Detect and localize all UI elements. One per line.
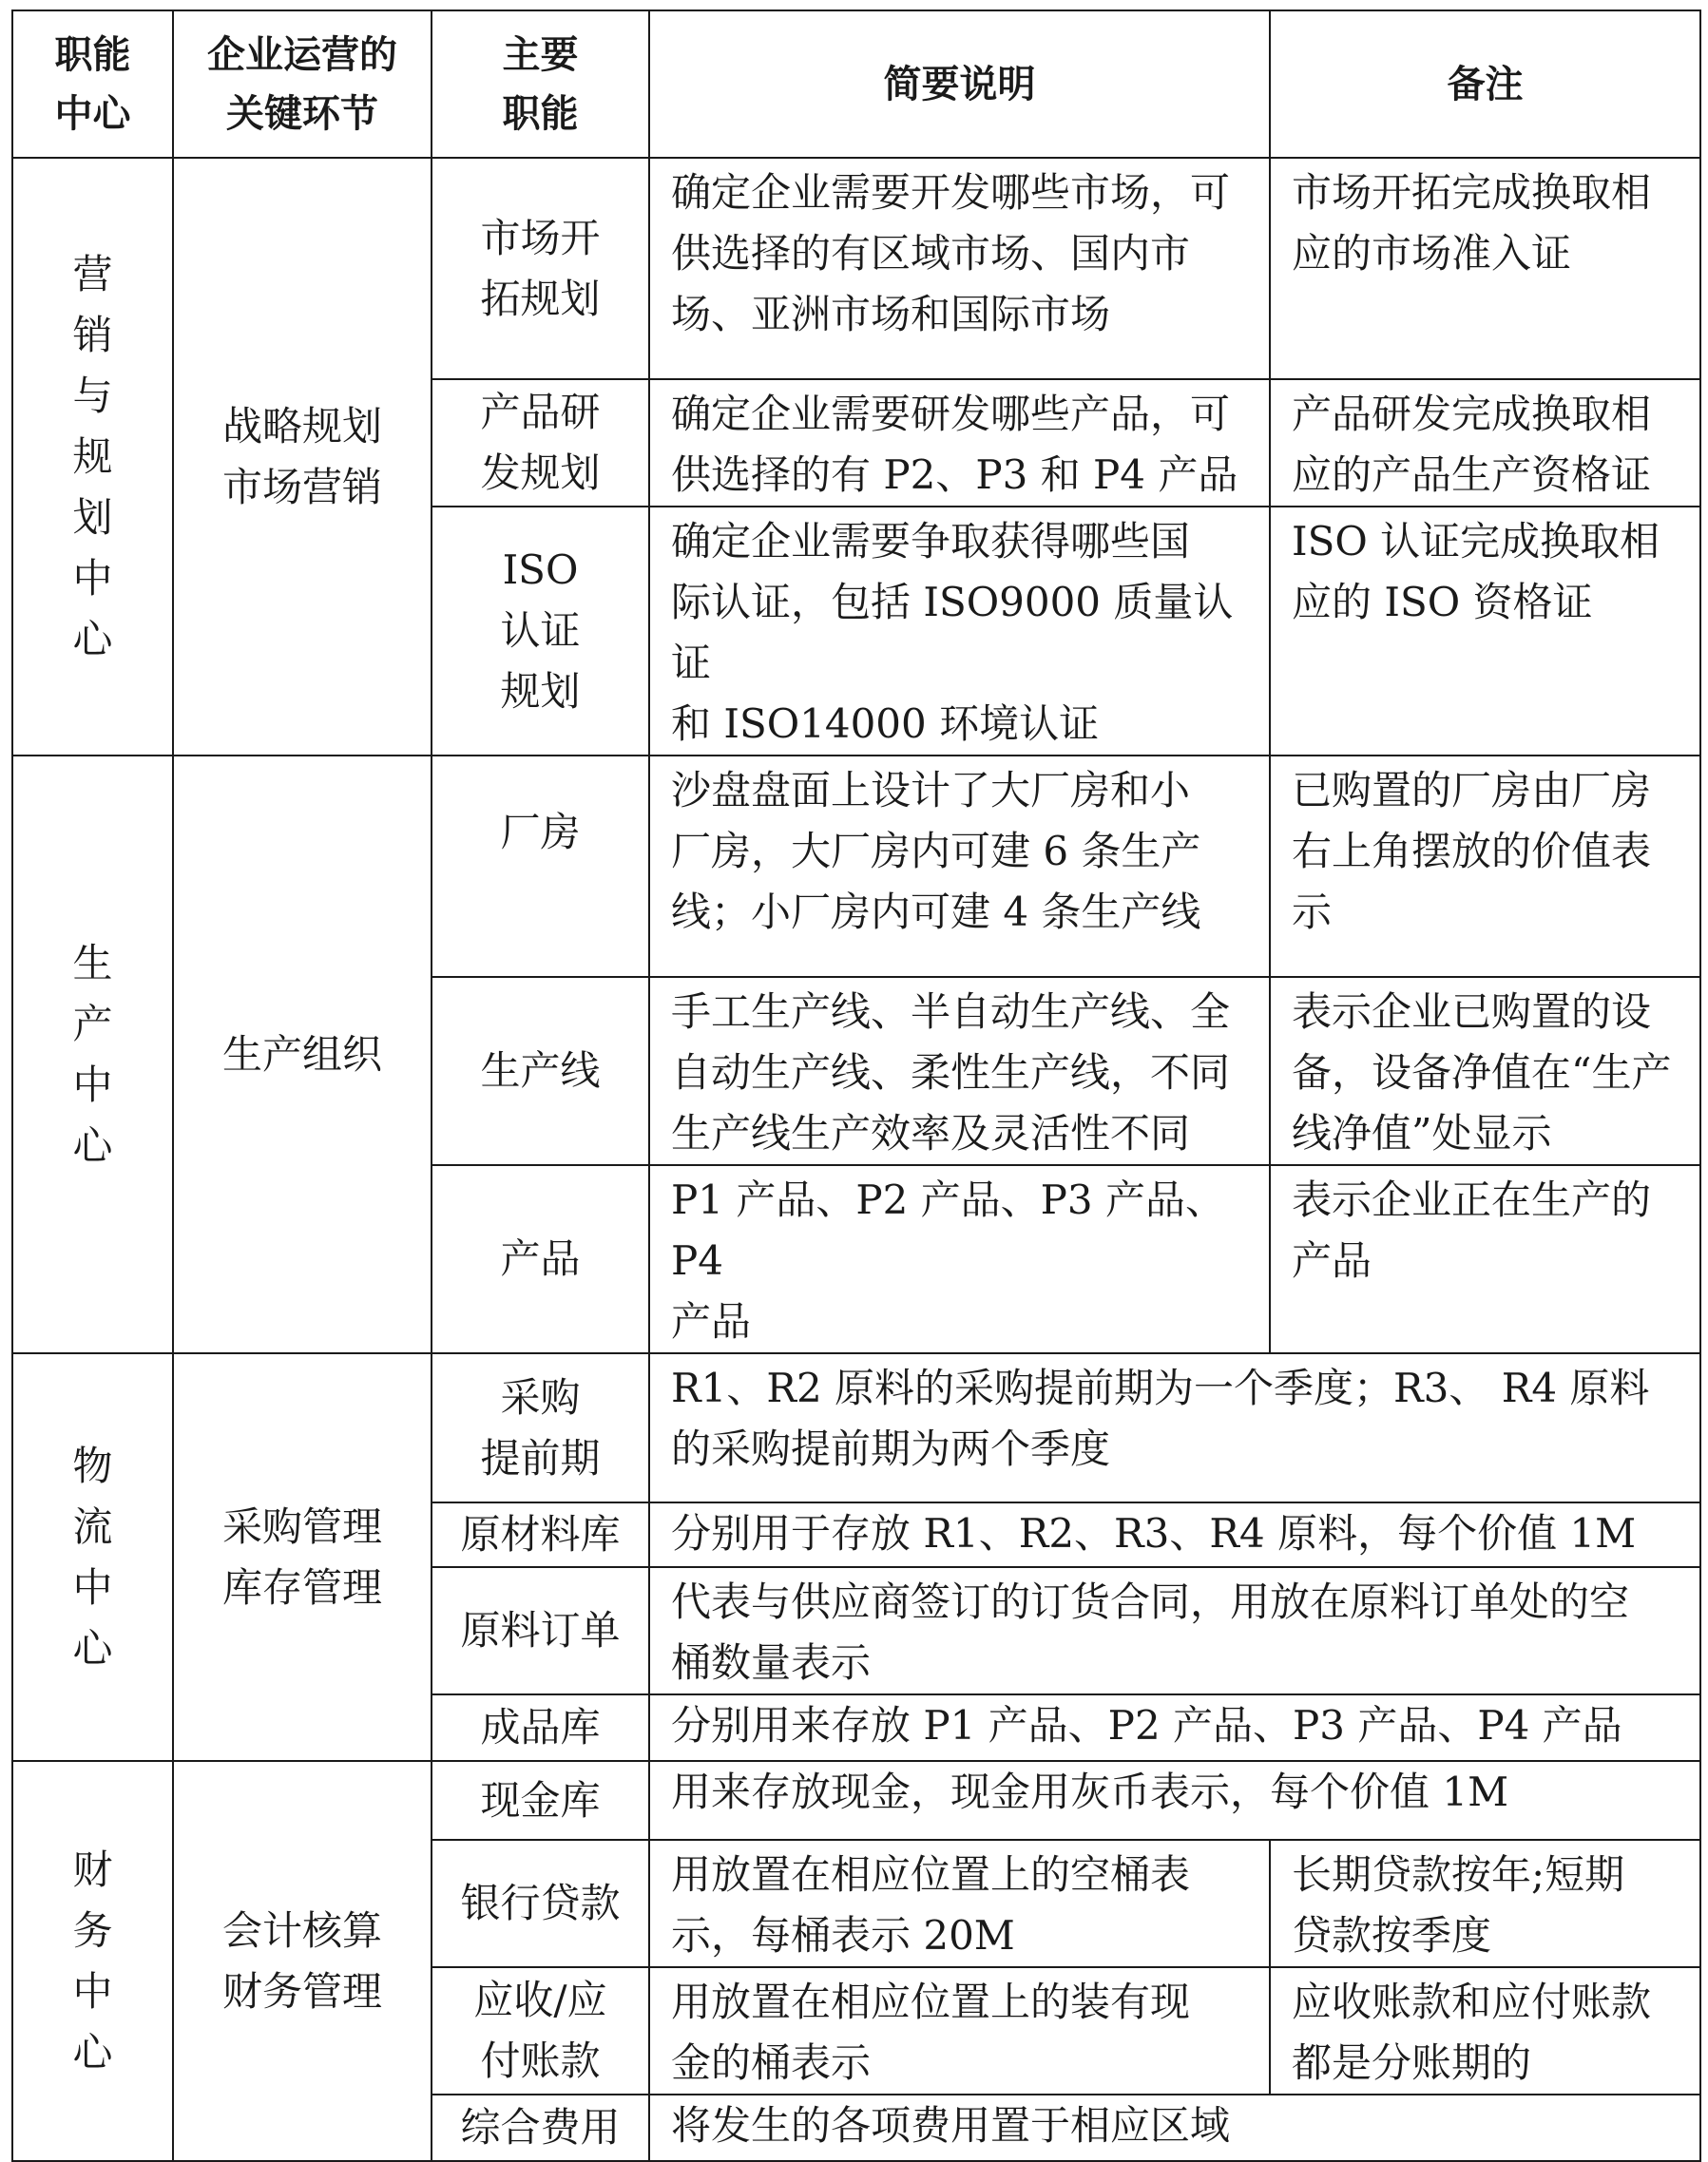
description-cell: 确定企业需要研发哪些产品，可 供选择的有 P2、P3 和 P4 产品 [649,379,1270,507]
function-cell: 综合费用 [432,2095,649,2161]
remark-cell: ISO 认证完成换取相 应的 ISO 资格证 [1270,507,1700,756]
description-cell: 确定企业需要开发哪些市场，可 供选择的有区域市场、国内市 场、亚洲市场和国际市场 [649,158,1270,379]
table-row [12,1353,1700,1502]
function-cell: 厂房 [432,756,649,977]
function-cell: 产品研 发规划 [432,379,649,507]
function-cell: 采购 提前期 [432,1353,649,1502]
key-link-cell: 会计核算 财务管理 [173,1761,432,2161]
description-cell: 分别用来存放 P1 产品、P2 产品、P3 产品、P4 产品 [649,1694,1700,1761]
function-cell: 原材料库 [432,1502,649,1567]
remark-cell: 市场开拓完成换取相 应的市场准入证 [1270,158,1700,379]
description-cell: 用放置在相应位置上的空桶表 示，每桶表示 20M [649,1840,1270,1967]
table-row [12,1761,1700,1840]
functions-table [11,10,1701,2162]
header-center: 职能 中心 [12,10,173,158]
function-cell: 市场开 拓规划 [432,158,649,379]
header-key-link: 企业运营的 关键环节 [173,10,432,158]
table-row [12,158,1700,379]
table-row [12,756,1700,977]
function-cell: 成品库 [432,1694,649,1761]
remark-cell: 已购置的厂房由厂房 右上角摆放的价值表 示 [1270,756,1700,977]
function-cell: 生产线 [432,977,649,1165]
header-remark: 备注 [1270,10,1700,158]
description-cell: 用来存放现金，现金用灰币表示，每个价值 1M [649,1761,1700,1840]
function-cell: 产品 [432,1165,649,1353]
description-cell: 将发生的各项费用置于相应区域 [649,2095,1700,2161]
center-cell: 营 销 与 规 划 中 心 [12,158,173,756]
remark-cell: 产品研发完成换取相 应的产品生产资格证 [1270,379,1700,507]
description-cell: 分别用于存放 R1、R2、R3、R4 原料，每个价值 1M [649,1502,1700,1567]
function-cell: 原料订单 [432,1567,649,1694]
header-row [12,10,1700,158]
function-cell: 银行贷款 [432,1840,649,1967]
function-cell: 应收/应 付账款 [432,1967,649,2095]
description-cell: 确定企业需要争取获得哪些国 际认证，包括 ISO9000 质量认证 和 ISO14000 环境认证 [649,507,1270,756]
description-cell: 手工生产线、半自动生产线、全 自动生产线、柔性生产线，不同 生产线生产效率及灵活性不同 [649,977,1270,1165]
key-link-cell: 采购管理 库存管理 [173,1353,432,1761]
header-function: 主要 职能 [432,10,649,158]
remark-cell: 表示企业正在生产的 产品 [1270,1165,1700,1353]
key-link-cell: 生产组织 [173,756,432,1353]
center-cell: 物 流 中 心 [12,1353,173,1761]
description-cell: 沙盘盘面上设计了大厂房和小 厂房，大厂房内可建 6 条生产 线；小厂房内可建 4 条生产线 [649,756,1270,977]
description-cell: R1、R2 原料的采购提前期为一个季度；R3、 R4 原料 的采购提前期为两个季度 [649,1353,1700,1502]
center-cell: 生 产 中 心 [12,756,173,1353]
description-cell: P1 产品、P2 产品、P3 产品、P4 产品 [649,1165,1270,1353]
remark-cell: 长期贷款按年;短期 贷款按季度 [1270,1840,1700,1967]
key-link-cell: 战略规划 市场营销 [173,158,432,756]
center-cell: 财 务 中 心 [12,1761,173,2161]
function-cell: ISO 认证 规划 [432,507,649,756]
description-cell: 代表与供应商签订的订货合同，用放在原料订单处的空 桶数量表示 [649,1567,1700,1694]
header-description: 简要说明 [649,10,1270,158]
remark-cell: 应收账款和应付账款 都是分账期的 [1270,1967,1700,2095]
function-cell: 现金库 [432,1761,649,1840]
remark-cell: 表示企业已购置的设 备，设备净值在“生产 线净值”处显示 [1270,977,1700,1165]
description-cell: 用放置在相应位置上的装有现 金的桶表示 [649,1967,1270,2095]
